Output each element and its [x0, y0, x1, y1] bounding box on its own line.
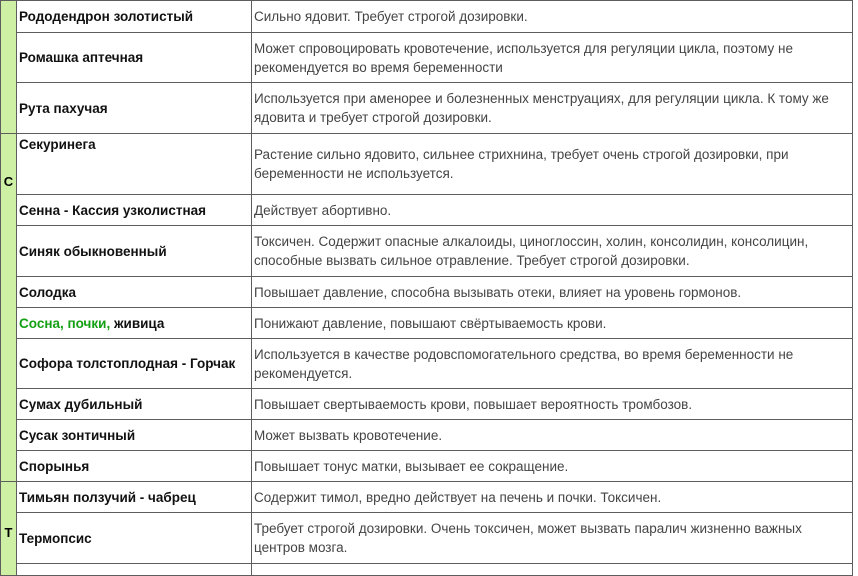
plant-description: Понижают давление, повышают свёртываемость крови. [252, 308, 853, 339]
plant-description: Сильно ядовит. Требует строгой дозировки. [252, 1, 853, 33]
table-row [1, 308, 853, 339]
table-row [1, 420, 853, 451]
plant-name: Сумах дубильный [17, 389, 252, 420]
plant-description: Повышает тонус матки, вызывает ее сокращение. [252, 451, 853, 482]
plant-name-link[interactable]: Ромашка аптечная [17, 33, 252, 83]
table-row [1, 33, 853, 83]
plant-description: Используется в качестве родовспомогательного средства, во время беременности не рекомендуется. [252, 339, 853, 389]
plant-description: Токсичен. Содержит опасные алкалоиды, циноглоссин, холин, консолидин, консолицин, способные вызвать сильное отравление. Требует строгой дозировки. [252, 226, 853, 277]
plant-description: Действует абортивно. [252, 195, 853, 226]
plant-description: Может вызвать кровотечение. [252, 420, 853, 451]
table-row [1, 389, 853, 420]
table-row [1, 277, 853, 308]
table-row [1, 451, 853, 482]
letter-cell-s: С [1, 134, 17, 482]
table-row [1, 339, 853, 389]
table-row [1, 564, 853, 576]
table-row [1, 83, 853, 134]
plant-name-suffix: живица [110, 315, 165, 331]
plant-name: Рута пахучая [17, 83, 252, 134]
table-row [1, 226, 853, 277]
table-row [1, 482, 853, 513]
plant-description: Растение сильно ядовито, сильнее стрихнина, требует очень строгой дозировки, при беременности не используется. [252, 134, 853, 195]
plant-name: Тимьян ползучий - чабрец [17, 482, 252, 513]
plant-name: Синяк обыкновенный [17, 226, 252, 277]
letter-cell-t: Т [1, 482, 17, 576]
letter-cell-r [1, 1, 17, 134]
plant-name: Секуринега [17, 134, 252, 195]
plant-name-link[interactable]: Сенна - Кассия узколистная [17, 195, 252, 226]
plant-name: Термопсис [17, 513, 252, 564]
table-row [1, 1, 853, 33]
plant-name [17, 564, 252, 576]
plant-name: Сусак зонтичный [17, 420, 252, 451]
plant-name [17, 308, 252, 339]
plant-description: Повышает давление, способна вызывать отеки, влияет на уровень гормонов. [252, 277, 853, 308]
plant-description: Используется при аменорее и болезненных менструациях, для регуляции цикла. К тому же ядовита и требует строгой дозировки. [252, 83, 853, 134]
table-row [1, 134, 853, 195]
plant-name: Спорынья [17, 451, 252, 482]
plant-name-link[interactable]: Сосна, почки, [19, 315, 111, 331]
table-row [1, 513, 853, 564]
plant-description: Может спровоцировать кровотечение, используется для регуляции цикла, поэтому не рекомендуется во время беременности [252, 33, 853, 83]
plant-description: Повышает свертываемость крови, повышает вероятность тромбозов. [252, 389, 853, 420]
table-row [1, 195, 853, 226]
plant-name: Софора толстоплодная - Горчак [17, 339, 252, 389]
plant-name-link[interactable]: Солодка [17, 277, 252, 308]
plant-description: Содержит тимол, вредно действует на печень и почки. Токсичен. [252, 482, 853, 513]
plant-description: Требует строгой дозировки. Очень токсичен, может вызвать паралич жизненно важных центров мозга. [252, 513, 853, 564]
plant-name: Рододендрон золотистый [17, 1, 252, 33]
plant-description [252, 564, 853, 576]
